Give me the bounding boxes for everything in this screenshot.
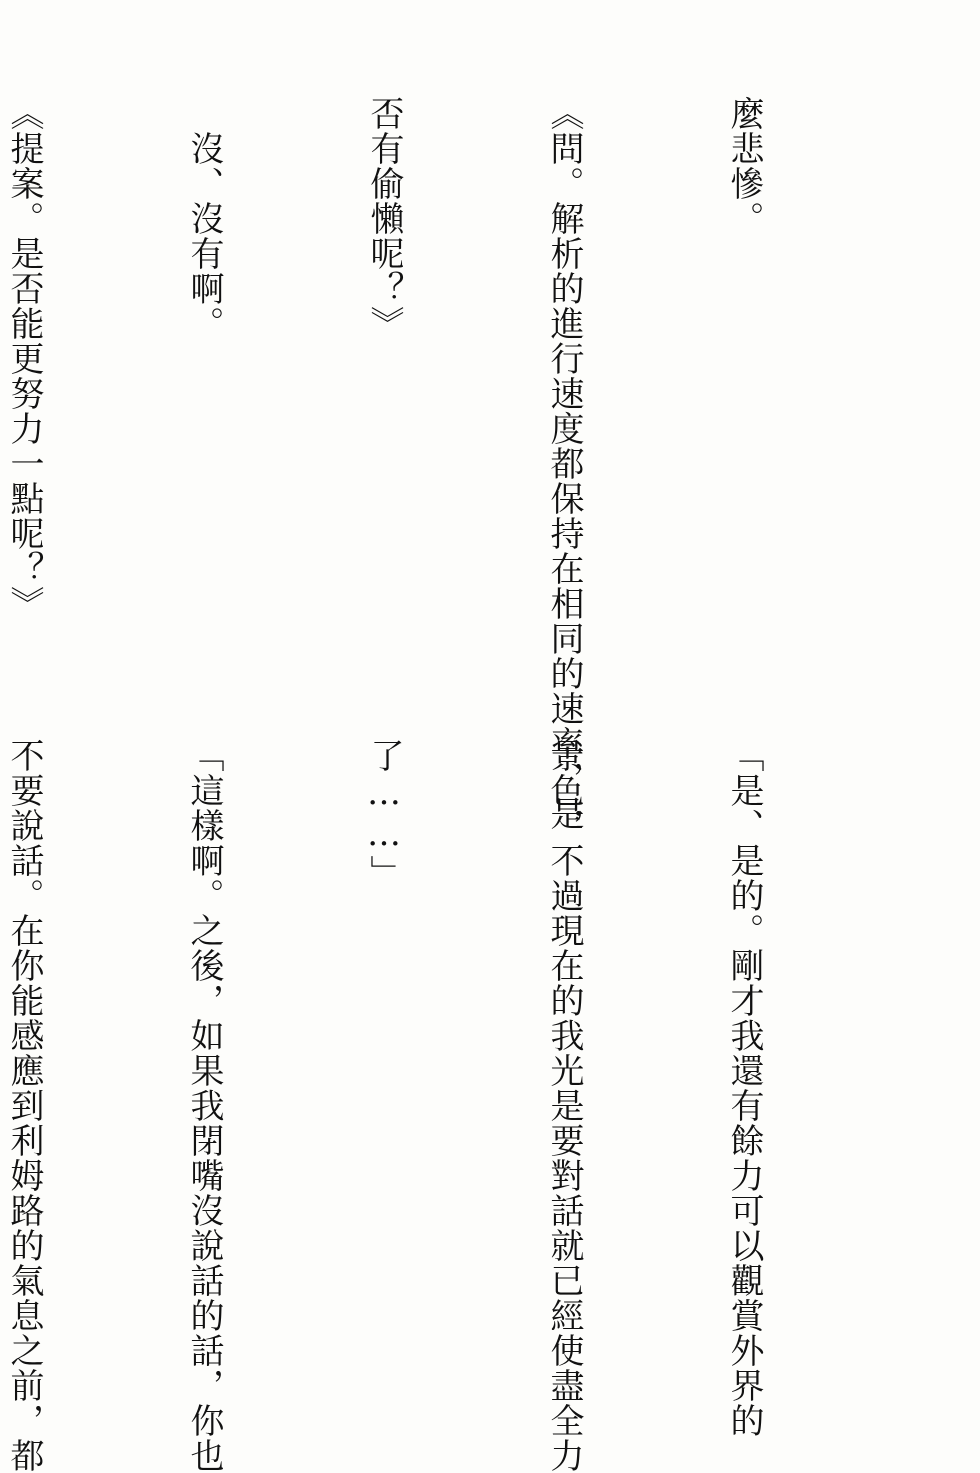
text-line: 了……」 bbox=[364, 738, 404, 890]
text-line: 沒、沒有啊。 bbox=[184, 96, 224, 341]
text-line: 麼悲慘。 bbox=[724, 96, 764, 236]
text-line: 景色，不過現在的我光是要對話就已經使盡全力 bbox=[544, 738, 584, 1473]
text-line: 不要說話。在你能感應到利姆路的氣息之前，都 bbox=[4, 738, 44, 1473]
text-line: 否有偷懶呢？》 bbox=[364, 96, 404, 341]
text-line: 「是、是的。剛才我還有餘力可以觀賞外界的 bbox=[724, 738, 764, 1438]
bottom-text-block bbox=[4, 738, 894, 1473]
text-line: 《提案。是否能更努力一點呢？》 bbox=[4, 96, 44, 621]
top-text-block bbox=[4, 96, 894, 831]
text-line: 「這樣啊。之後，如果我閉嘴沒說話的話，你也 bbox=[184, 738, 224, 1473]
text-line: 《問。解析的進行速度都保持在相同的速率，是 bbox=[544, 96, 584, 831]
